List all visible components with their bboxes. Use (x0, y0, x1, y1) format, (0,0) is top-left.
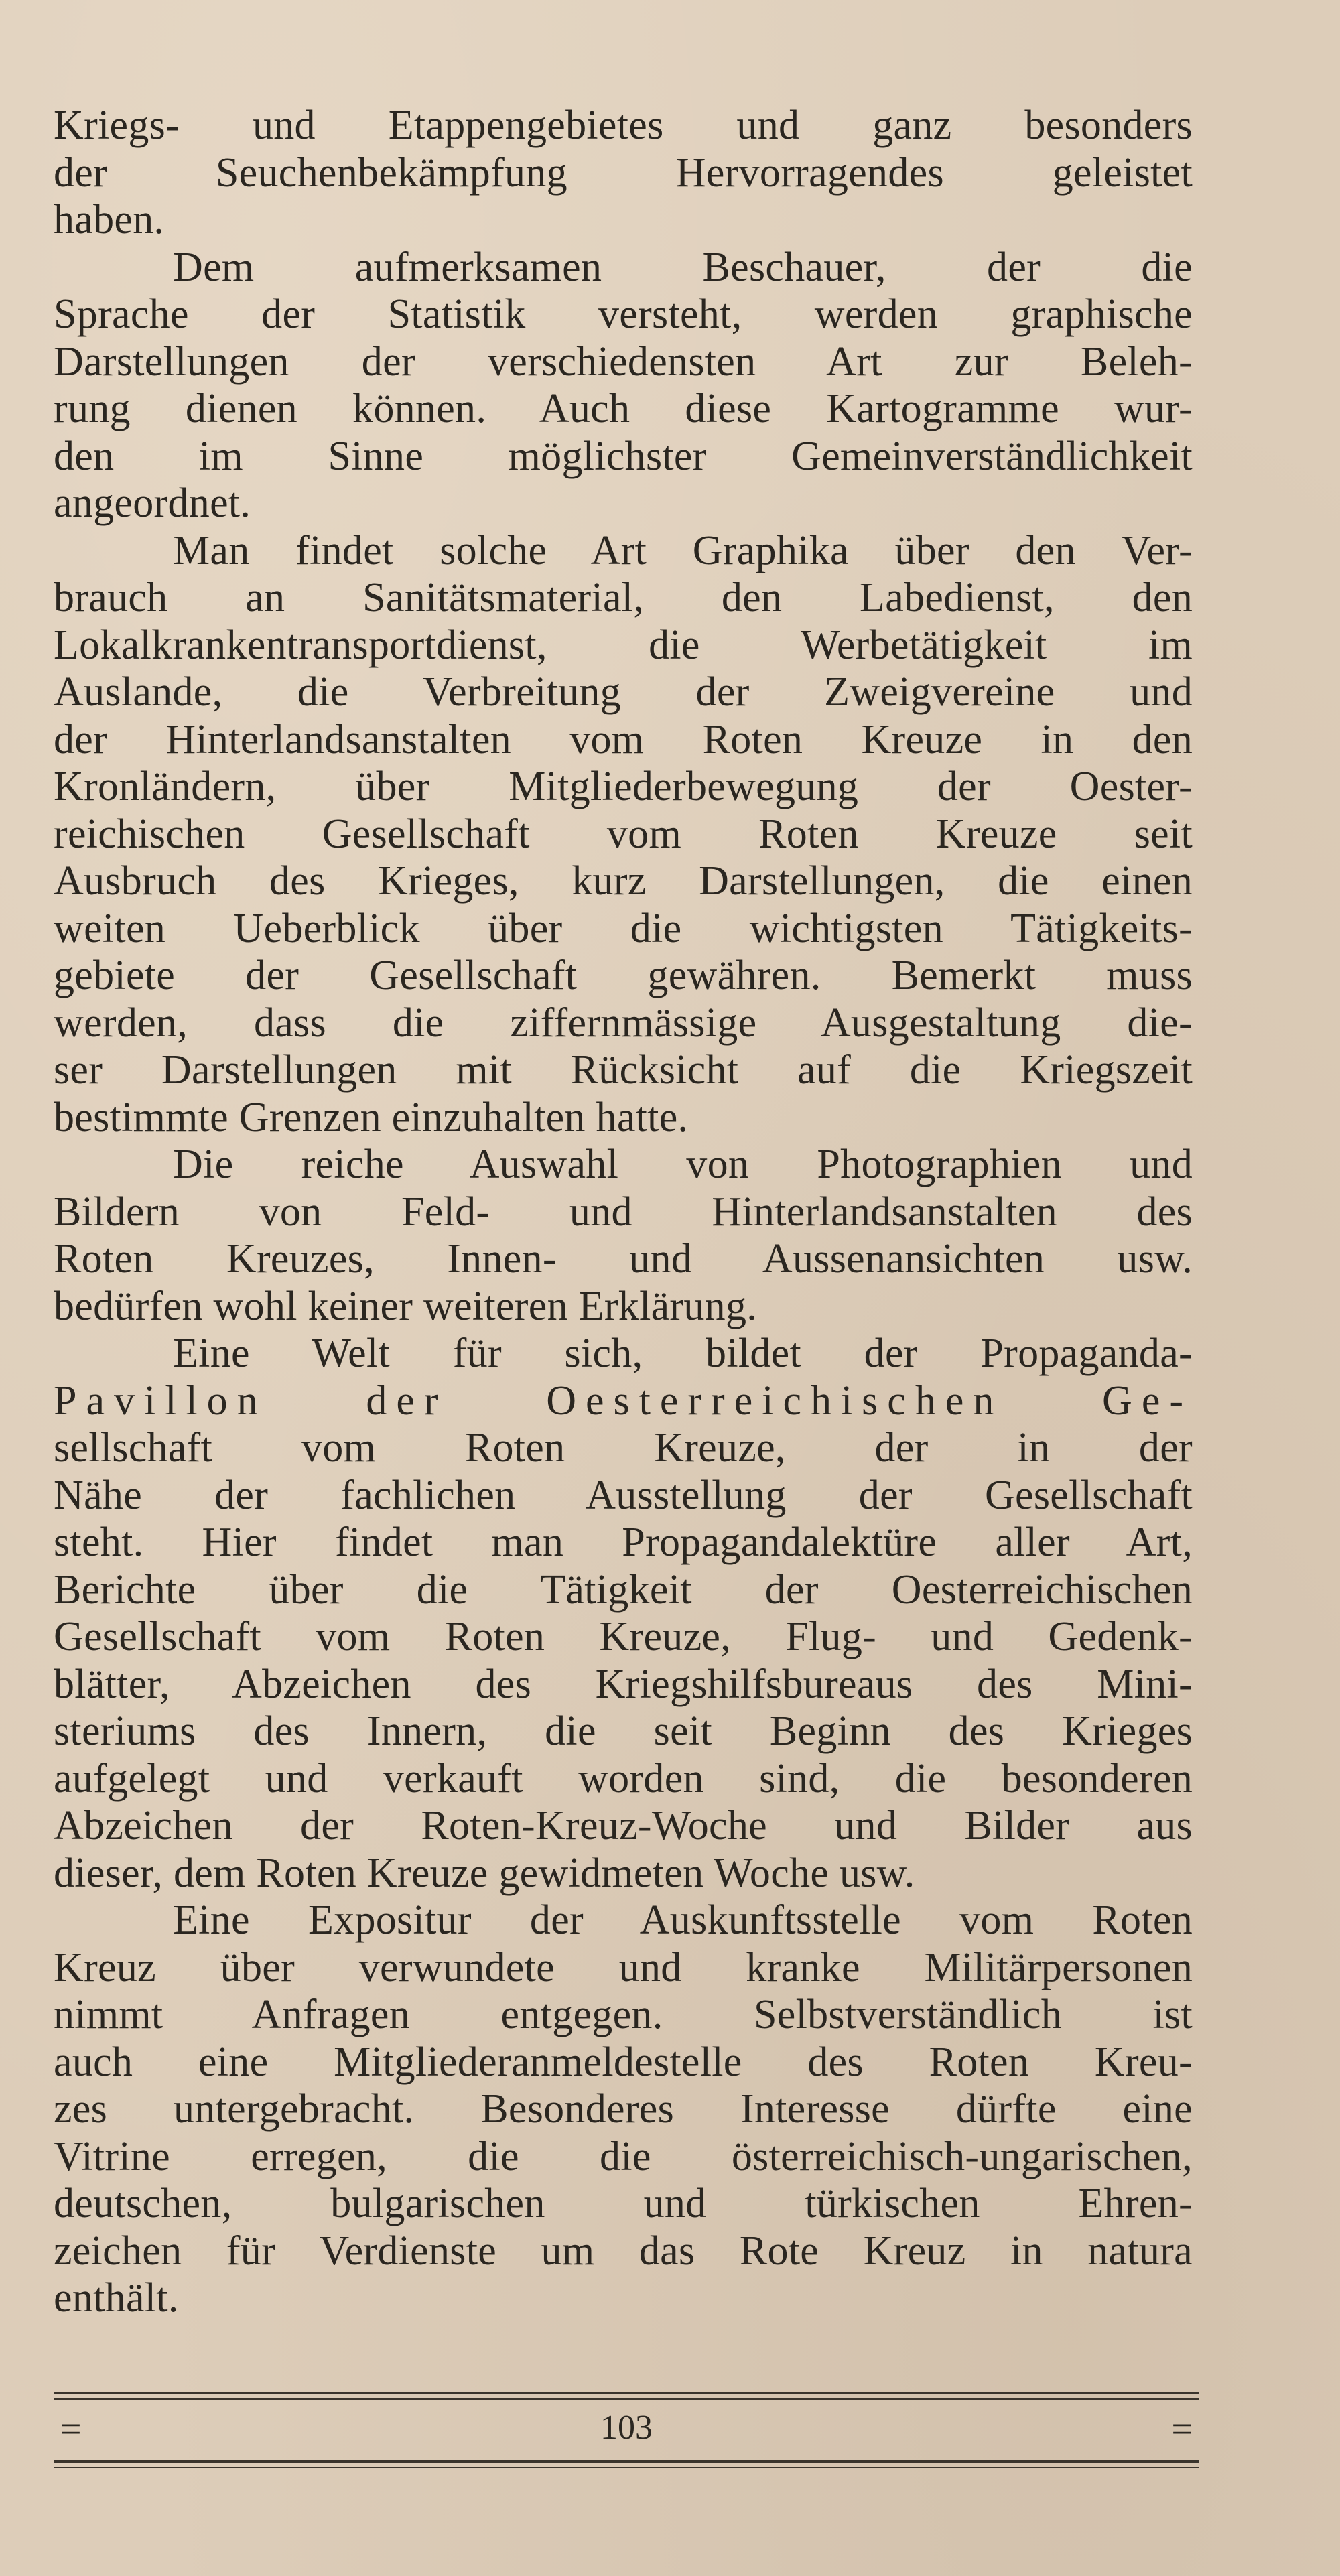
text-line: rung dienen können. Auch diese Kartogramme wur- (54, 386, 1193, 431)
footer-rule-bottom (54, 2460, 1199, 2468)
text-line: der Hinterlandsanstalten vom Roten Kreuze in den (54, 716, 1193, 762)
text-line: Sprache der Statistik versteht, werden graphische (54, 291, 1193, 337)
text-line: weiten Ueberblick über die wichtigsten Tätigkeits- (54, 905, 1193, 951)
text-line: Darstellungen der verschiedensten Art zur Beleh- (54, 338, 1193, 385)
text-line: Man findet solche Art Graphika über den Ver- (173, 527, 1193, 573)
text-line: blätter, Abzeichen des Kriegshilfsbureaus des Mini- (54, 1661, 1193, 1707)
text-line: dieser, dem Roten Kreuze gewidmeten Woche usw. (54, 1850, 915, 1896)
text-line: gebiete der Gesellschaft gewähren. Bemerkt muss (54, 953, 1193, 998)
text-line: auch eine Mitgliederanmeldestelle des Roten Kreu- (54, 2039, 1193, 2085)
text-line: deutschen, bulgarischen und türkischen Ehren- (54, 2181, 1193, 2226)
folio-ornament-right: = (1171, 2409, 1193, 2450)
text-line: Gesellschaft vom Roten Kreuze, Flug- und Gedenk- (54, 1614, 1193, 1659)
text-line: steht. Hier findet man Propagandalektüre aller Art, (54, 1519, 1193, 1565)
text-line: Kriegs- und Etappengebietes und ganz besonders (54, 103, 1193, 148)
text-line: steriums des Innern, die seit Beginn des Krieges (54, 1708, 1193, 1754)
text-line: angeordnet. (54, 480, 251, 526)
text-line: sellschaft vom Roten Kreuze, der in der (54, 1425, 1193, 1471)
text-line: Bildern von Feld- und Hinterlandsanstalten des (54, 1189, 1193, 1235)
text-line: Die reiche Auswahl von Photographien und (173, 1142, 1193, 1187)
text-line: den im Sinne möglichster Gemeinverständlichkeit (54, 433, 1193, 479)
page-footer (54, 2392, 1199, 2468)
text-line: Eine Welt für sich, bildet der Propaganda- (173, 1331, 1193, 1376)
text-line: Kronländern, über Mitgliederbewegung der Oester- (54, 764, 1193, 809)
text-line: bedürfen wohl keiner weiteren Erklärung. (54, 1283, 758, 1329)
text-line: brauch an Sanitätsmaterial, den Labedienst, den (54, 575, 1193, 620)
text-line: werden, dass die ziffernmässige Ausgestaltung die- (54, 1000, 1193, 1046)
text-line: haben. (54, 197, 165, 243)
text-line: Lokalkrankentransportdienst, die Werbetätigkeit im (54, 622, 1193, 668)
text-line: Vitrine erregen, die die österreichisch-ungarischen, (54, 2133, 1193, 2179)
text-line: Dem aufmerksamen Beschauer, der die (173, 244, 1193, 290)
text-line: ser Darstellungen mit Rücksicht auf die Kriegszeit (54, 1047, 1193, 1093)
folio-row (54, 2400, 1199, 2460)
text-line: Abzeichen der Roten-Kreuz-Woche und Bilder aus (54, 1803, 1193, 1848)
text-line: bestimmte Grenzen einzuhalten hatte. (54, 1094, 689, 1140)
text-line: Auslande, die Verbreitung der Zweigvereine und (54, 669, 1193, 715)
body-text (54, 102, 1193, 2322)
text-line: nimmt Anfragen entgegen. Selbstverständlich ist (54, 1992, 1193, 2037)
text-line: Ausbruch des Krieges, kurz Darstellungen, die einen (54, 858, 1193, 904)
text-line: Kreuz über verwundete und kranke Militärpersonen (54, 1944, 1193, 1990)
text-line: Pavillon der Oesterreichischen Ge- (54, 1377, 1193, 1424)
text-line: reichischen Gesellschaft vom Roten Kreuze seit (54, 811, 1193, 857)
text-line: zeichen für Verdienste um das Rote Kreuz in natura (54, 2228, 1193, 2274)
text-line: Berichte über die Tätigkeit der Oesterreichischen (54, 1566, 1193, 1613)
footer-rule-top (54, 2392, 1199, 2400)
folio-ornament-left: = (60, 2409, 82, 2450)
text-line: der Seuchenbekämpfung Hervorragendes geleistet (54, 149, 1193, 196)
text-line: zes untergebracht. Besonderes Interesse dürfte eine (54, 2086, 1193, 2132)
page-number: 103 (600, 2409, 653, 2447)
text-line: Roten Kreuzes, Innen- und Aussenansichten usw. (54, 1236, 1193, 1282)
text-line: aufgelegt und verkauft worden sind, die besonderen (54, 1755, 1193, 1802)
text-line: Eine Expositur der Auskunftsstelle vom Roten (173, 1897, 1193, 1943)
text-line: Nähe der fachlichen Ausstellung der Gesellschaft (54, 1472, 1193, 1518)
text-line: enthält. (54, 2275, 179, 2321)
